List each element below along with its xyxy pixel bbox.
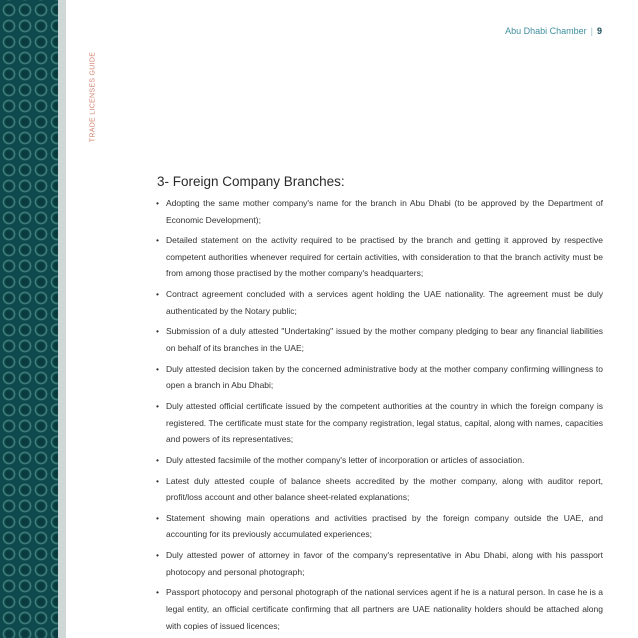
bullet: • (156, 326, 159, 337)
list-item (153, 510, 603, 543)
bullet: • (156, 198, 159, 208)
bullet: • (156, 454, 159, 465)
list-item-text: Duly attested facsimile of the mother company's letter of incorporation or articles of association. (166, 454, 525, 465)
list-item-text: Latest duly attested couple of balance sheets accredited by the mother company, along with auditor report, profit/loss account and other balance sheet-related explanations; (166, 475, 603, 503)
bullet: • (156, 550, 159, 561)
list-item (153, 286, 603, 319)
bullet: • (156, 512, 159, 523)
list-item-text: Passport photocopy and personal photograph of the national services agent if he is a natural person. In case he is a legal entity, an official certificate confirming that all partners are UAE nationality holders should be attached along with copies of issued licences; (166, 587, 603, 631)
list-item-text: Duly attested decision taken by the concerned administrative body at the mother company confirming willingness to open a branch in Abu Dhabi; (166, 363, 603, 391)
list-item (153, 232, 603, 282)
list-item (153, 195, 603, 228)
list-item (153, 323, 603, 356)
list-item (153, 473, 603, 506)
list-item (153, 584, 603, 634)
page-number: 9 (596, 26, 602, 36)
list-item (153, 398, 603, 448)
list-item-text: Statement showing main operations and activities practised by the foreign company outside the UAE, and accounting for its previously accumulated experiences; (166, 512, 603, 540)
decorative-pattern-band (0, 0, 58, 638)
bullet: • (156, 235, 159, 246)
list-item-text: Duly attested official certificate issued by the competent authorities at the country in which the foreign company is registered. The certificate must state for the company registration, legal status, capital, along with names, capacities and powers of its representatives; (166, 401, 603, 445)
bullet: • (156, 587, 159, 598)
list-item-text: Contract agreement concluded with a services agent holding the UAE nationality. The agreement must be duly authenticated by the Notary public; (166, 289, 603, 316)
list-item-text: Duly attested power of attorney in favor of the company's representative in Abu Dhabi, along with his passport photocopy and personal photograph; (166, 550, 603, 577)
list-item (153, 547, 603, 580)
section-title: 3- Foreign Company Branches: (157, 174, 345, 189)
bullet: • (156, 401, 159, 411)
list-item-text: Submission of a duly attested "Undertaking" issued by the mother company pledging to bear any financial liabilities on behalf of its branches in the UAE; (166, 326, 603, 354)
requirements-list (153, 195, 603, 638)
list-item (153, 361, 603, 394)
list-item-text: Adopting the same mother company's name for the branch in Abu Dhabi (to be approved by the Department of Economic Development); (166, 198, 603, 225)
bullet: • (156, 289, 159, 300)
list-item (153, 452, 603, 469)
page-header (505, 26, 602, 36)
header-separator: | (590, 26, 593, 36)
side-tab (84, 44, 102, 149)
list-item-text: Detailed statement on the activity required to be practised by the branch and getting it approved by respective competent authorities whenever required for certain activities, with consideration to that the branch activity must be from among those practised by the mother company's headquarters; (166, 235, 603, 279)
header-org: Abu Dhabi Chamber (505, 26, 587, 36)
bullet: • (156, 475, 159, 486)
bullet: • (156, 363, 159, 374)
band-edge-strip (58, 0, 66, 638)
side-tab-label: TRADE LICENSES GUIDE (89, 51, 97, 142)
